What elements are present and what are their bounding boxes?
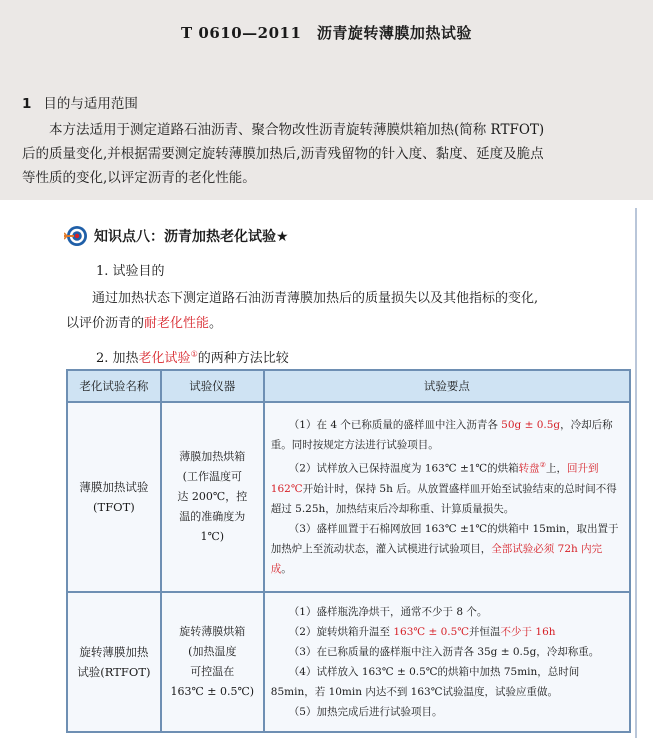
- section-title: 目的与适用范围: [43, 96, 138, 112]
- paragraph-line: 后的质量变化,并根据需要测定旋转薄膜加热后,沥青残留物的针入度、黏度、延度及脆点: [22, 146, 544, 162]
- purpose-heading: 1. 试验目的: [96, 264, 165, 279]
- comparison-heading-text: 的两种方法比较: [197, 351, 289, 366]
- test-abbrev: 试验(RTFOT): [77, 665, 151, 679]
- comparison-table: [66, 369, 631, 733]
- footnote-marker: ①: [190, 349, 198, 359]
- highlight-text: 全部试验必须 72h 内完成: [270, 542, 603, 575]
- highlight-text: 163℃ ± 0.5℃: [393, 626, 470, 638]
- comparison-heading-text: 2. 加热: [96, 351, 139, 366]
- column-header: 试验要点: [264, 370, 630, 402]
- point-text: （2）试样放入已保持温度为 163℃ ±1℃的烘箱: [288, 462, 519, 475]
- test-name: 薄膜加热试验: [79, 480, 149, 494]
- standard-excerpt: [0, 0, 653, 200]
- key-point: （3）在已称质量的盛样瓶中注入沥青各 35g ± 0.5g，冷却称重。: [288, 646, 600, 658]
- key-points-cell: [264, 592, 630, 732]
- column-header: 试验仪器: [161, 370, 264, 402]
- standard-paragraph: [22, 118, 632, 190]
- instrument-line: 薄膜加热烘箱: [179, 450, 246, 463]
- instrument-line: (加热温度: [188, 645, 237, 658]
- key-point: （1）盛样瓶洗净烘干，通常不少于 8 个。: [288, 606, 488, 618]
- highlight-text: 不少于 16h: [500, 626, 556, 638]
- purpose-paragraph: [66, 286, 636, 336]
- instrument-line: 可控温在: [190, 665, 235, 678]
- highlight-text: 老化试验: [138, 351, 191, 366]
- key-points-cell: [264, 402, 630, 592]
- key-point: （5）加热完成后进行试验项目。: [288, 706, 443, 718]
- comparison-heading: [96, 347, 289, 366]
- instrument-line: 达 200℃，控: [177, 490, 248, 503]
- table-header-row: [67, 370, 630, 402]
- knowledge-section: [0, 200, 653, 743]
- standard-title: T 0610—2011 沥青旋转薄膜加热试验: [181, 24, 472, 42]
- purpose-text: 。: [209, 316, 223, 331]
- knowledge-heading: [64, 224, 289, 248]
- key-point: [271, 622, 621, 642]
- highlight-text: 耐老化性能: [144, 316, 210, 331]
- key-point: [271, 455, 621, 519]
- instrument-line: 163℃ ± 0.5℃): [170, 685, 255, 698]
- instrument-line: 温的准确度为: [179, 510, 246, 523]
- purpose-line: [66, 311, 636, 336]
- test-abbrev: (TFOT): [93, 500, 135, 514]
- footnote-marker: ②: [539, 461, 546, 470]
- column-header: 老化试验名称: [67, 370, 161, 402]
- point-text: 并恒温: [469, 626, 501, 638]
- section-heading: [22, 92, 138, 112]
- paragraph-line: 本方法适用于测定道路石油沥青、聚合物改性沥青旋转薄膜烘箱加热(简称 RTFOT): [49, 122, 545, 138]
- test-name-cell: [67, 592, 161, 732]
- test-name-cell: [67, 402, 161, 592]
- purpose-line: 通过加热状态下测定道路石油沥青薄膜加热后的质量损失以及其他指标的变化,: [92, 291, 539, 306]
- point-text: 上，: [545, 462, 567, 475]
- section-number: 1: [22, 96, 32, 112]
- instrument-cell: [161, 592, 264, 732]
- point-text: （3）盛样皿置于石棉网放回 163℃ ±1℃的烘箱中 15min，取出置于加热炉上至流动状态，灌入试模进行试验项目，: [270, 522, 619, 555]
- purpose-text: 以评价沥青的: [66, 316, 145, 331]
- instrument-line: (工作温度可: [182, 470, 242, 483]
- instrument-line: 1℃): [200, 530, 225, 543]
- point-text: 。: [281, 562, 292, 575]
- instrument-line: 旋转薄膜烘箱: [179, 625, 246, 638]
- paragraph-line: 等性质的变化,以评定沥青的老化性能。: [22, 170, 256, 186]
- point-text: 开始计时，保持 5h 后。从放置盛样皿开始至试验结束的总时间不得超过 5.25h，加热结束后冷却称重、计算质量损失。: [270, 482, 617, 515]
- table-row: [67, 402, 630, 592]
- instrument-cell: [161, 402, 264, 592]
- point-text: （1）在 4 个已称质量的盛样皿中注入沥青各: [288, 419, 502, 432]
- point-text: （2）旋转烘箱升温至: [288, 626, 394, 638]
- highlight-text: 50g ± 0.5g: [501, 419, 561, 432]
- key-point: [271, 519, 621, 579]
- key-point: （4）试样放入 163℃ ± 0.5℃的烘箱中加热 75min，总时间 85min，若 10min 内达不到 163℃试验温度，试验应重做。: [270, 666, 580, 698]
- test-name: 旋转薄膜加热: [79, 645, 149, 659]
- highlight-text: 转盘: [518, 462, 540, 475]
- highlight-text: 回升到 162℃: [270, 462, 599, 495]
- table-row: [67, 592, 630, 732]
- point-text: ，冷却后称重。同时按规定方法进行试验项目。: [270, 419, 613, 452]
- key-point: [271, 415, 621, 455]
- knowledge-heading-text: 知识点八：沥青加热老化试验★: [94, 229, 289, 245]
- target-icon: [64, 224, 88, 248]
